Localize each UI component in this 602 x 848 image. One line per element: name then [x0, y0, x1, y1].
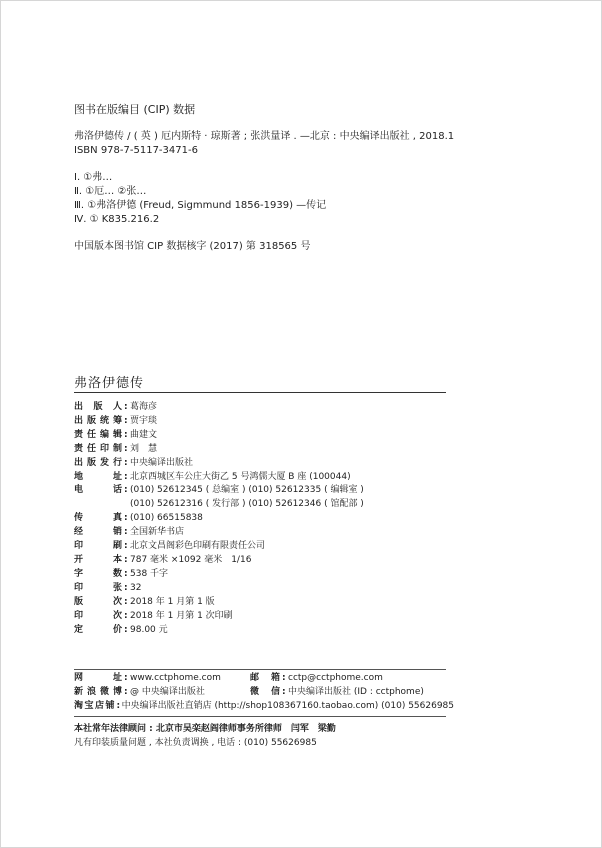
contact-block [74, 672, 454, 714]
info-row-impression: 印次 : 2018 年 1 月第 1 次印刷 [74, 610, 233, 621]
cip-title: 图书在版编目 (CIP) 数据 [74, 103, 196, 116]
info-row-editor: 责任编辑 : 曲建文 [74, 429, 158, 440]
info-row-price: 定价 : 98.00 元 [74, 624, 168, 635]
cip-subject-3: Ⅲ. ①弗洛伊德 (Freud, Sigmmund 1856-1939) —传记 [74, 200, 327, 211]
cip-number: 中国版本图书馆 CIP 数据核字 (2017) 第 318565 号 [74, 241, 311, 252]
info-row-print-supervisor: 责任印制 : 刘 慧 [74, 443, 158, 454]
contact-divider [74, 716, 446, 717]
cip-catalog-line: 弗洛伊德传 / ( 英 ) 厄内斯特 · 琼斯著 ; 张洪量译 . —北京 : 中央编译出版社 , 2018.1 [74, 131, 455, 142]
info-row-phone-2: (010) 52612316 ( 发行部 ) (010) 52612346 ( 馆配部 ) [130, 499, 364, 510]
title-divider [74, 392, 446, 393]
website-link[interactable]: www.cctphome.com [130, 673, 221, 683]
email-link[interactable]: cctp@cctphome.com [288, 673, 383, 683]
quality-notice: 凡有印装质量问题 , 本社负责调换 , 电话 : (010) 55626985 [74, 738, 317, 748]
cip-isbn: ISBN 978-7-5117-3471-6 [74, 145, 198, 156]
info-row-printer: 印刷 : 北京文昌阁彩色印刷有限责任公司 [74, 541, 266, 552]
info-row-coordinator: 出版统筹 : 贾宇琰 [74, 415, 158, 426]
info-row-fax: 传真 : (010) 66515838 [74, 513, 203, 524]
cip-block [74, 103, 554, 254]
contact-row-social: 新浪微博 : @ 中央编译出版社 微信 : 中央编译出版社 (ID : cctphome) [74, 686, 454, 700]
info-row-format: 开本 : 787 毫米 ×1092 毫米 1/16 [74, 554, 252, 565]
info-row-phone: 电话 : (010) 52612345 ( 总编室 ) (010) 52612335 ( 编辑室 ) [74, 485, 364, 496]
contact-row-site: 网址 : www.cctphome.com 邮箱 : cctp@cctphome.com [74, 672, 454, 686]
wechat-handle: 中央编译出版社 (ID : cctphome) [288, 686, 424, 697]
info-row-edition: 版次 : 2018 年 1 月第 1 版 [74, 596, 215, 607]
info-row-word-count: 字数 : 538 千字 [74, 568, 169, 579]
info-row-seller: 经销 : 全国新华书店 [74, 527, 185, 538]
info-row-address: 地址 : 北京西城区车公庄大街乙 5 号鸿儒大厦 B 座 (100044) [74, 471, 351, 482]
info-row-sheets: 印张 : 32 [74, 582, 142, 593]
info-divider [74, 669, 446, 670]
book-title: 弗洛伊德传 [74, 376, 145, 391]
contact-row-taobao: 淘宝店铺 : 中央编译出版社直销店 (http://shop108367160.taobao.com) (010) 55626985 [74, 700, 454, 714]
weibo-handle: @ 中央编译出版社 [130, 686, 205, 697]
publication-info [74, 401, 454, 637]
cip-subject-2: Ⅱ. ①厄… ②张… [74, 186, 147, 197]
info-row-publisher: 出版人 : 葛海彦 [74, 402, 158, 412]
legal-block [74, 722, 454, 750]
taobao-link[interactable]: 中央编译出版社直销店 (http://shop108367160.taobao.com) (010) 55626985 [121, 700, 454, 711]
cip-subject-1: Ⅰ. ①弗… [74, 172, 113, 183]
legal-counsel: 本社常年法律顾问 : 北京市吴栾赵阎律师事务所律师 闫军 梁勤 [74, 724, 336, 734]
info-row-distributor: 出版发行 : 中央编译出版社 [74, 457, 194, 468]
cip-subject-4: Ⅳ. ① K835.216.2 [74, 214, 160, 225]
